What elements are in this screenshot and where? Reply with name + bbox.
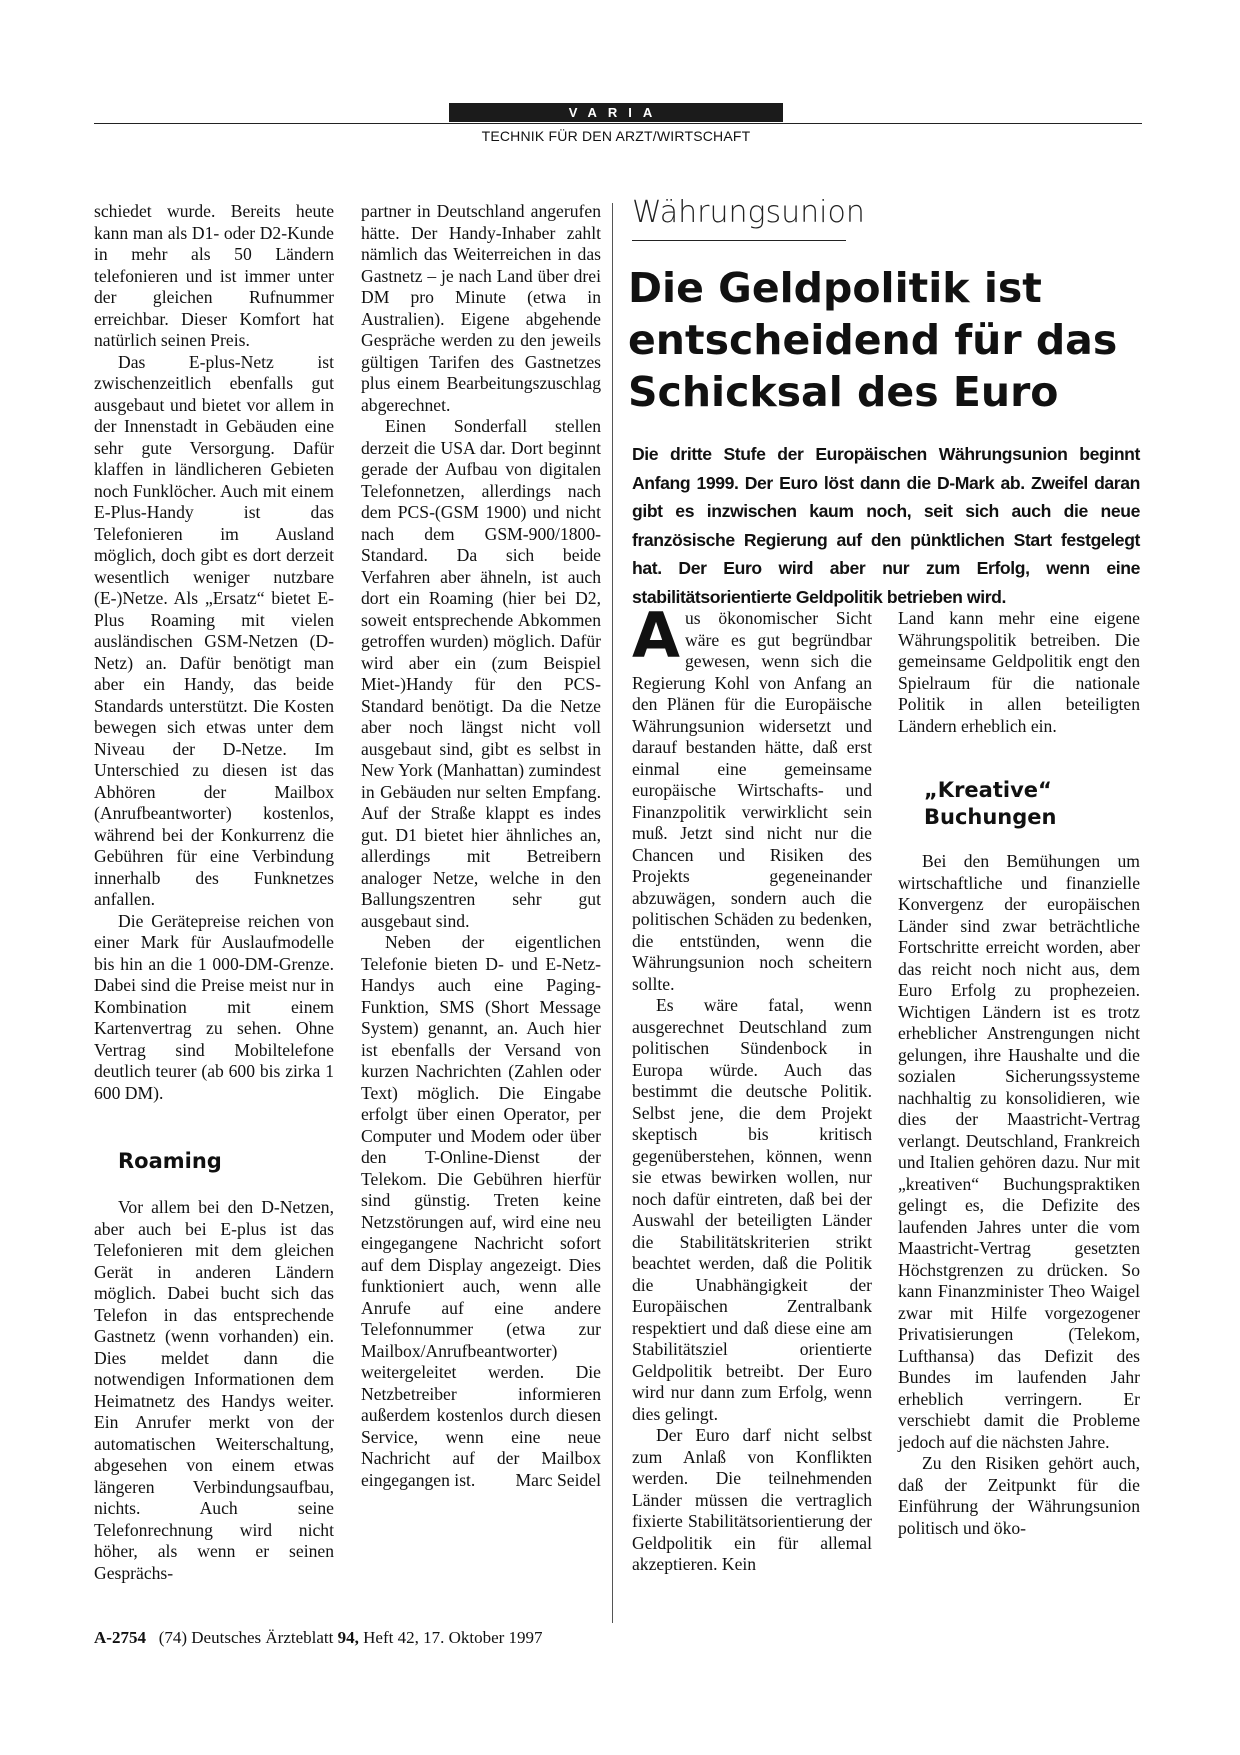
author-signature: Marc Seidel: [515, 1469, 601, 1490]
paragraph: schiedet wurde. Bereits heute kann man als D1- oder D2-Kunde in mehr als 50 Ländern telefonieren und ist immer unter der gleichen Rufnummer erreichbar. Dieser Komfort hat natürlich seinen Preis.: [94, 201, 334, 350]
paragraph: Land kann mehr eine eigene Währungspolitik betreiben. Die gemeinsame Geldpolitik engt den Spielraum für die nationale Politik in allen beteiligten Ländern erheblich ein.: [898, 608, 1140, 736]
kicker-underline: [632, 240, 846, 241]
paragraph-text: us ökonomischer Sicht wäre es gut begründbar gewesen, wenn sich die Regierung Kohl von Anfang an den Plänen für die Europäische Währungsunion widersetzt und darauf bestanden hätte, daß erst einmal eine gemeinsame europäische Wirtschafts- und Finanzpolitik verwirklicht sein muß. Jetzt sind nicht nur die Chancen und Risiken des Projekts gegeneinander abzuwägen, sondern auch die politischen Schäden zu bedenken, die entstünden, wenn die Währungsunion noch scheitern sollte.: [632, 608, 872, 994]
header-rule: [94, 123, 1142, 124]
section-title: TECHNIK FÜR DEN ARZT/WIRTSCHAFT: [481, 128, 751, 144]
paragraph: Neben der eigentlichen Telefonie bieten D- und E-Netz-Handys auch eine Paging-Funktion, SMS (Short Message System) genannt, an. Auch hier ist ebenfalls der Versand von kurzen Nachrichten (Zahlen oder Text) möglich. Die Eingabe erfolgt über einen Operator, per Computer und Modem oder über den T-Online-Dienst der Telekom. Die Gebühren hierfür sind günstig. Treten keine Netzstörungen auf, wird eine neu eingegangene Nachricht sofort auf dem Display angezeigt. Dies funktioniert auch, wenn alle Anrufe auf eine andere Telefonnummer (etwa zur Mailbox/Anrufbeantworter) weitergeleitet werden. Die Netzbetreiber informieren außerdem kostenlos durch diesen Service, wenn eine neue Nachricht auf der Mailbox eingegangen ist.: [361, 932, 601, 1490]
volume: 94,: [337, 1628, 359, 1647]
page-code: A-2754: [94, 1628, 146, 1647]
subheading-kreative-buchungen: „Kreative“ Buchungen: [924, 778, 1057, 829]
drop-cap: A: [632, 599, 680, 672]
paragraph: Vor allem bei den D-Netzen, aber auch bei E-plus ist das Telefonieren mit dem gleichen Gerät in anderen Ländern möglich. Dabei bucht sich das Telefon in das entsprechende Gastnetz (wenn vorhanden) ein. Dies meldet dann die notwendigen Informationen dem Heimatnetz des Handys weiter. Ein Anrufer merkt von der automatischen Weiterschaltung, abgesehen von einem etwas längeren Verbindungsaufbau, nichts. Auch seine Telefonrechnung wird nicht höher, als wenn er seinen Gesprächs-: [94, 1197, 334, 1583]
page-number: (74): [158, 1628, 188, 1647]
article-kicker: Währungsunion: [632, 195, 865, 230]
article-column-1: [94, 201, 334, 1584]
paragraph: Es wäre fatal, wenn ausgerechnet Deutschland zum politischen Sündenbock in Europa würde. Auch das bestimmt die deutsche Politik. Selbst jene, die dem Projekt skeptisch bis kritisch gegenüberstehen, können, wenn sie etwas bewirken wollen, nur noch dafür eintreten, daß bei der Auswahl der beteiligten Länder die Stabilitätskriterien strikt beachtet werden, daß die Politik die Unabhängigkeit der Europäischen Zentralbank respektiert und daß diese eine am Stabilitätsziel orientierte Geldpolitik betreibt. Der Euro wird nur dann zum Erfolg, wenn dies gelingt.: [632, 995, 872, 1424]
paragraph: Das E-plus-Netz ist zwischenzeitlich ebenfalls gut ausgebaut und bietet vor allem in der Innenstadt in Gebäuden eine sehr gute Versorgung. Dafür klaffen in ländlicheren Gebieten noch Funklöcher. Auch mit einem E-Plus-Handy ist das Telefonieren im Ausland möglich, doch gibt es dort derzeit wesentlich weniger nutzbare (E-)Netze. Als „Ersatz“ bietet E-Plus Roaming mit vielen ausländischen GSM-Netzen (D-Netz) an. Dafür benötigt man aber ein Handy, das beide Standards unterstützt. Die Kosten bewegen sich etwas unter dem Niveau der D-Netze. Im Unterschied zu diesen ist das Abhören der Mailbox (Anrufbeantworter) kostenlos, während bei der Konkurrenz die Gebühren für eine Verbindung innerhalb des Funknetzes anfallen.: [94, 351, 334, 909]
subheading-roaming: Roaming: [118, 1149, 222, 1173]
article-lead: Die dritte Stufe der Europäischen Währungsunion beginnt Anfang 1999. Der Euro löst dann die D-Mark ab. Zweifel daran gibt es inzwischen kaum noch, seit sich auch die neue französische Regierung auf den pünktlichen Start festgelegt hat. Der Euro wird aber nur zum Erfolg, wenn eine stabilitätsorientierte Geldpolitik betrieben wird.: [632, 444, 1140, 607]
paragraph: [632, 599, 872, 995]
article-headline: Die Geldpolitik ist entscheidend für das Schicksal des Euro: [628, 264, 1118, 416]
issue-date: Heft 42, 17. Oktober 1997: [363, 1628, 543, 1647]
article-column-3: [632, 599, 872, 1576]
paragraph: Bei den Bemühungen um wirtschaftliche und finanzielle Konvergenz der europäischen Länder sind zwar beträchtliche Fortschritte erreicht worden, aber das reicht noch nicht aus, dem Euro Erfolg zu prophezeien. Wichtigen Ländern ist es trotz erheblicher Anstrengungen nicht gelungen, ihre Haushalte und die sozialen Sicherungssysteme nachhaltig zu konsolidieren, wie dies der Maastricht-Vertrag verlangt. Deutschland, Frankreich und Italien gehören dazu. Nur mit „kreativen“ Buchungspraktiken gelingt es, die Defizite des laufenden Jahres unter die vom Maastricht-Vertrag gesetzten Höchstgrenzen zu drücken. So kann Finanzminister Theo Waigel zwar mit Hilfe vorgezogener Privatisierungen (Telekom, Lufthansa) das Defizit des Bundes im laufenden Jahr erheblich verringern. Er verschiebt damit die Probleme jedoch auf die nächsten Jahre.: [898, 851, 1140, 1452]
page-footer: [94, 1628, 543, 1648]
column-divider: [612, 203, 613, 1623]
section-tag: VARIA: [449, 103, 783, 122]
paragraph: Zu den Risiken gehört auch, daß der Zeitpunkt für die Einführung der Währungsunion politisch und öko-: [898, 1453, 1140, 1538]
article-column-4: [898, 608, 1140, 1539]
article-column-2: [361, 201, 601, 1491]
paragraph: Einen Sonderfall stellen derzeit die USA dar. Dort beginnt gerade der Aufbau von digitalen Telefonnetzen, allerdings nach dem PCS-(GSM 1900) und nicht nach dem GSM-900/1800-Standard. Da sich beide Verfahren aber ähneln, ist auch dort ein Roaming (hier bei D2, soweit entsprechende Abkommen getroffen wurden) möglich. Dafür wird aber ein (zum Beispiel Miet-)Handy für den PCS-Standard benötigt. Da die Netze aber noch längst nicht voll ausgebaut sind, gibt es selbst in New York (Manhattan) zumindest in Gebäuden nur selten Empfang. Auf der Straße klappt es indes gut. D1 bietet hier ähnliches an, allerdings mit Betreibern analoger Netze, welche in den Ballungszentren sehr gut ausgebaut sind.: [361, 416, 601, 931]
journal-name: Deutsches Ärzteblatt: [191, 1628, 334, 1647]
paragraph: Der Euro darf nicht selbst zum Anlaß von Konflikten werden. Die teilnehmenden Länder müssen die vertraglich fixierte Stabilitätsorientierung der Geldpolitik ein für allemal akzeptieren. Kein: [632, 1425, 872, 1574]
paragraph: partner in Deutschland angerufen hätte. Der Handy-Inhaber zahlt nämlich das Weiterreichen in das Gastnetz – je nach Land über drei DM pro Minute (etwa in Australien). Eigene abgehende Gespräche werden zu den jeweils gültigen Tarifen des Gastnetzes plus einem Bearbeitungszuschlag abgerechnet.: [361, 201, 601, 415]
paragraph: Die Gerätepreise reichen von einer Mark für Auslaufmodelle bis hin an die 1 000-DM-Grenze. Dabei sind die Preise meist nur in Kombination mit einem Kartenvertrag zu sehen. Ohne Vertrag sind Mobiltelefone deutlich teurer (ab 600 bis zirka 1 600 DM).: [94, 910, 334, 1103]
